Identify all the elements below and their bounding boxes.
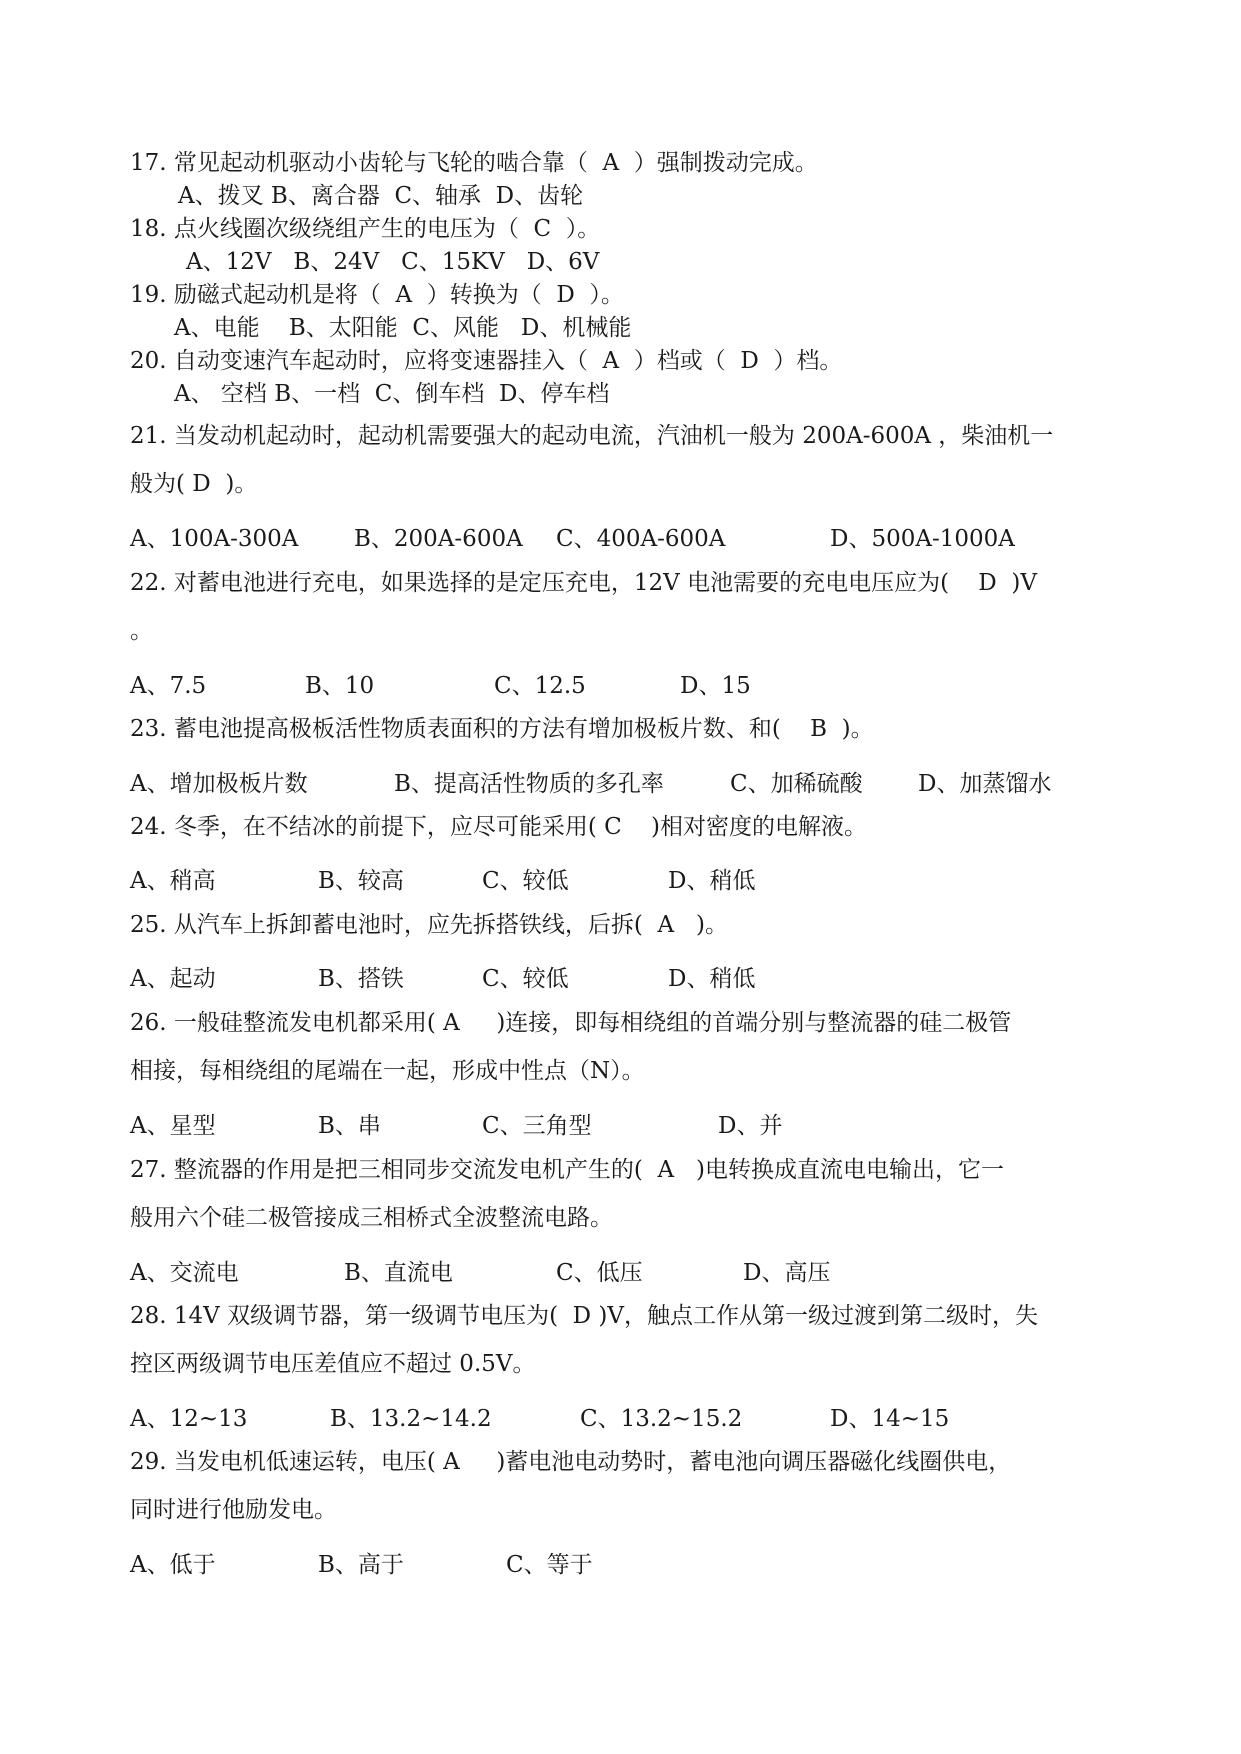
question-26-line-2: 相接，每相绕组的尾端在一起，形成中性点（N）。 bbox=[130, 1058, 645, 1084]
option-b: B、200A-600A bbox=[354, 526, 523, 552]
question-19-options: A、电能 B、太阳能 C、风能 D、机械能 bbox=[174, 315, 632, 341]
option-b: B、搭铁 bbox=[318, 966, 404, 992]
question-23-line-1: 23. 蓄电池提高极板活性物质表面积的方法有增加极板片数、和( B )。 bbox=[130, 716, 874, 742]
option-d: D、14~15 bbox=[830, 1406, 950, 1432]
question-17-stem: 17. 常见起动机驱动小齿轮与飞轮的啮合靠（ A ）强制拨动完成。 bbox=[130, 150, 818, 176]
question-19-stem: 19. 励磁式起动机是将（ A ）转换为（ D ）。 bbox=[130, 282, 624, 308]
option-a: A、增加极板片数 bbox=[130, 771, 308, 797]
option-c: C、400A-600A bbox=[556, 526, 726, 552]
question-24-line-1: 24. 冬季，在不结冰的前提下，应尽可能采用( C )相对密度的电解液。 bbox=[130, 814, 867, 840]
option-c: C、等于 bbox=[506, 1552, 593, 1578]
option-d: D、加蒸馏水 bbox=[918, 771, 1052, 797]
option-b: B、13.2~14.2 bbox=[330, 1406, 492, 1432]
option-c: C、加稀硫酸 bbox=[730, 771, 863, 797]
option-a: A、稍高 bbox=[130, 868, 216, 894]
question-27-line-2: 般用六个硅二极管接成三相桥式全波整流电路。 bbox=[130, 1205, 613, 1231]
question-26-line-1: 26. 一般硅整流发电机都采用( A )连接，即每相绕组的首端分别与整流器的硅二极管 bbox=[130, 1010, 1012, 1036]
question-25-line-1: 25. 从汽车上拆卸蓄电池时，应先拆搭铁线，后拆( A )。 bbox=[130, 912, 728, 938]
option-c: C、低压 bbox=[556, 1260, 643, 1286]
option-b: B、串 bbox=[318, 1113, 381, 1139]
option-b: B、高于 bbox=[318, 1552, 404, 1578]
question-28-line-1: 28. 14V 双级调节器，第一级调节电压为( D )V，触点工作从第一级过渡到第二级时，失 bbox=[130, 1303, 1039, 1329]
question-20-options: A、 空档 B、一档 C、倒车档 D、停车档 bbox=[174, 381, 610, 407]
option-d: D、稍低 bbox=[668, 868, 756, 894]
option-b: B、较高 bbox=[318, 868, 404, 894]
option-c: C、13.2~15.2 bbox=[580, 1406, 743, 1432]
question-18-options: A、12V B、24V C、15KV D、6V bbox=[186, 249, 600, 275]
option-a: A、100A-300A bbox=[130, 526, 299, 552]
option-a: A、7.5 bbox=[130, 673, 207, 699]
question-27-line-1: 27. 整流器的作用是把三相同步交流发电机产生的( A )电转换成直流电电输出，它一 bbox=[130, 1157, 1004, 1183]
option-a: A、起动 bbox=[130, 966, 216, 992]
option-c: C、较低 bbox=[482, 868, 569, 894]
option-a: A、低于 bbox=[130, 1552, 216, 1578]
option-b: B、直流电 bbox=[344, 1260, 453, 1286]
option-b: B、10 bbox=[305, 673, 375, 699]
option-c: C、较低 bbox=[482, 966, 569, 992]
question-17-options: A、拨叉 B、离合器 C、轴承 D、齿轮 bbox=[178, 183, 584, 209]
question-18-stem: 18. 点火线圈次级绕组产生的电压为（ C ）。 bbox=[130, 216, 601, 242]
question-20-stem: 20. 自动变速汽车起动时，应将变速器挂入（ A ）档或（ D ）档。 bbox=[130, 348, 843, 374]
option-d: D、高压 bbox=[743, 1260, 831, 1286]
option-a: A、12~13 bbox=[130, 1406, 248, 1432]
option-c: C、三角型 bbox=[482, 1113, 592, 1139]
option-a: A、星型 bbox=[130, 1113, 216, 1139]
question-29-line-2: 同时进行他励发电。 bbox=[130, 1497, 337, 1523]
question-21-line-2: 般为( D )。 bbox=[130, 471, 258, 497]
option-d: D、并 bbox=[718, 1113, 783, 1139]
question-21-line-1: 21. 当发动机起动时，起动机需要强大的起动电流，汽油机一般为 200A-600A ，柴油机一 bbox=[130, 423, 1054, 449]
option-c: C、12.5 bbox=[494, 673, 586, 699]
question-29-line-1: 29. 当发电机低速运转，电压( A )蓄电池电动势时，蓄电池向调压器磁化线圈供电， bbox=[130, 1449, 1012, 1475]
option-a: A、交流电 bbox=[130, 1260, 239, 1286]
question-28-line-2: 控区两级调节电压差值应不超过 0.5V。 bbox=[130, 1351, 536, 1377]
option-d: D、稍低 bbox=[668, 966, 756, 992]
question-22-line-2: 。 bbox=[130, 618, 153, 644]
option-d: D、500A-1000A bbox=[830, 526, 1015, 552]
question-22-line-1: 22. 对蓄电池进行充电，如果选择的是定压充电，12V 电池需要的充电电压应为( D )V bbox=[130, 570, 1037, 596]
option-b: B、提高活性物质的多孔率 bbox=[394, 771, 664, 797]
option-d: D、15 bbox=[680, 673, 751, 699]
